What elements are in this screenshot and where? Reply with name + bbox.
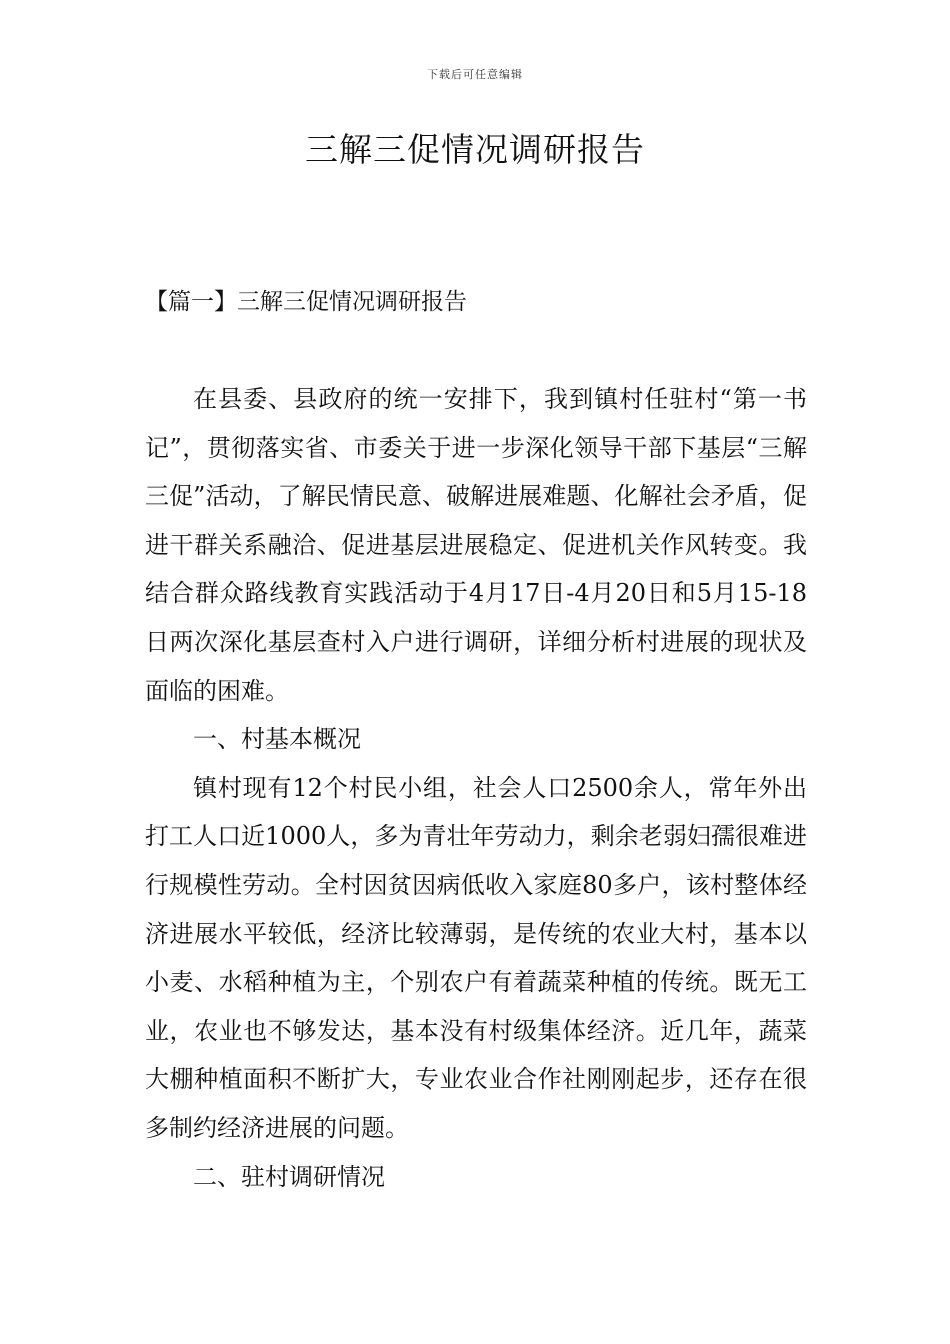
- section-heading: 【篇一】三解三促情况调研报告: [145, 289, 467, 315]
- paragraph-village-overview: 镇村现有12个村民小组，社会人口2500余人，常年外出打工人口近1000人，多为青壮年劳动力，剩余老弱妇孺很难进行规模性劳动。全村因贫因病低收入家庭80多户，该村整体经济进展水平较低，经济比较薄弱，是传统的农业大村，基本以小麦、水稻种植为主，个别农户有着蔬菜种植的传统。既无工业，农业也不够发达，基本没有村级集体经济。近几年，蔬菜大棚种植面积不断扩大，专业农业合作社刚刚起步，还存在很多制约经济进展的问题。: [145, 773, 807, 1142]
- document-body: [145, 375, 807, 1201]
- subheading-research-situation: 二、驻村调研情况: [193, 1162, 385, 1191]
- subheading-village-overview: 一、村基本概况: [193, 725, 361, 754]
- document-title: 三解三促情况调研报告: [305, 130, 645, 169]
- header-note: 下载后可任意编辑: [427, 68, 523, 81]
- paragraph-intro: 在县委、县政府的统一安排下，我到镇村任驻村“第一书记”，贯彻落实省、市委关于进一步深化领导干部下基层“三解三促”活动，了解民情民意、破解进展难题、化解社会矛盾，促进干群关系融洽、促进基层进展稳定、促进机关作风转变。我结合群众路线教育实践活动于4月17日-4月20日和5月15-18日两次深化基层查村入户进行调研，详细分析村进展的现状及面临的困难。: [145, 385, 807, 705]
